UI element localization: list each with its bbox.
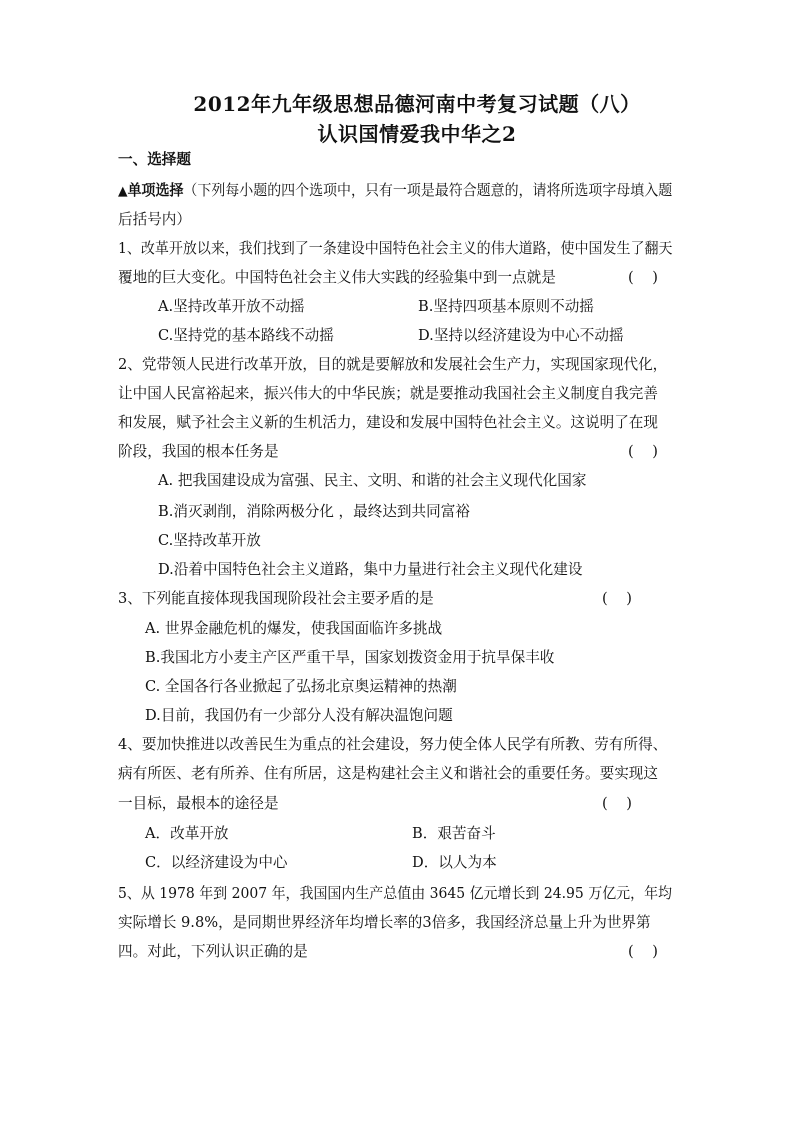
q4-answer-paren: ( ) bbox=[602, 795, 632, 812]
q2-answer-paren: ( ) bbox=[628, 443, 658, 460]
q5-line-2: 实际增长 9.8%，是同期世界经济年均增长率的3倍多，我国经济总量上升为世界第 bbox=[118, 914, 651, 931]
section-heading: 一、选择题 bbox=[118, 151, 191, 168]
q3-option-c: C. 全国各行各业掀起了弘扬北京奥运精神的热潮 bbox=[145, 678, 457, 695]
q2-option-a: A. 把我国建设成为富强、民主、文明、和谐的社会主义现代化国家 bbox=[158, 472, 587, 489]
q4-option-d: D．以人为本 bbox=[412, 854, 497, 871]
q4-option-b: B．艰苦奋斗 bbox=[412, 825, 496, 842]
q4-line-2: 病有所医、老有所养、住有所居，这是构建社会主义和谐社会的重要任务。要实现这 bbox=[118, 765, 658, 782]
q1-option-a: A.坚持改革开放不动摇 bbox=[158, 298, 305, 315]
q4-option-c: C．以经济建设为中心 bbox=[145, 854, 288, 871]
q2-option-b: B.消灭剥削，消除两极分化 ，最终达到共同富裕 bbox=[158, 503, 470, 520]
q1-line-1: 1、改革开放以来，我们找到了一条建设中国特色社会主义的伟大道路，使中国发生了翻天 bbox=[118, 240, 673, 257]
q3-option-a: A. 世界金融危机的爆发，使我国面临许多挑战 bbox=[145, 620, 443, 637]
q1-option-b: B.坚持四项基本原则不动摇 bbox=[418, 298, 594, 315]
q2-line-4: 阶段，我国的根本任务是 bbox=[118, 443, 279, 460]
triangle-marker-icon: ▲ bbox=[118, 184, 128, 199]
instruction-line-2: 后括号内） bbox=[118, 211, 191, 228]
q4-option-a: A．改革开放 bbox=[145, 825, 229, 842]
document-subtitle: 认识国情爱我中华之2 bbox=[317, 122, 517, 146]
q2-option-d: D.沿着中国特色社会主义道路，集中力量进行社会主义现代化建设 bbox=[158, 561, 583, 578]
q5-line-1: 5、从 1978 年到 2007 年，我国国内生产总值由 3645 亿元增长到 24.95 万亿元，年均 bbox=[118, 885, 673, 902]
q2-option-c: C.坚持改革开放 bbox=[158, 532, 261, 549]
instruction-label: 单项选择 bbox=[127, 182, 184, 199]
q4-line-3: 一目标，最根本的途径是 bbox=[118, 795, 279, 812]
q3-option-b: B.我国北方小麦主产区严重干旱，国家划拨资金用于抗旱保丰收 bbox=[145, 649, 555, 666]
q5-answer-paren: ( ) bbox=[628, 943, 658, 960]
q1-line-2: 覆地的巨大变化。中国特色社会主义伟大实践的经验集中到一点就是 bbox=[118, 269, 556, 286]
instruction-text: （下列每小题的四个选项中，只有一项是最符合题意的，请将所选项字母填入题 bbox=[183, 182, 673, 199]
q3-answer-paren: ( ) bbox=[602, 590, 632, 607]
q3-line-1: 3、下列能直接体现我国现阶段社会主要矛盾的是 bbox=[118, 590, 434, 607]
q2-line-2: 让中国人民富裕起来，振兴伟大的中华民族；就是要推动我国社会主义制度自我完善 bbox=[118, 385, 658, 402]
q1-option-d: D.坚持以经济建设为中心不动摇 bbox=[418, 327, 624, 344]
q4-line-1: 4、要加快推进以改善民生为重点的社会建设，努力使全体人民学有所教、劳有所得、 bbox=[118, 736, 668, 753]
q5-line-3: 四。对此，下列认识正确的是 bbox=[118, 943, 308, 960]
q3-option-d: D.目前，我国仍有一少部分人没有解决温饱问题 bbox=[145, 707, 453, 724]
document-title: 2012年九年级思想品德河南中考复习试题（八） bbox=[193, 92, 641, 116]
q1-option-c: C.坚持党的基本路线不动摇 bbox=[158, 327, 334, 344]
instruction-line-1 bbox=[118, 181, 672, 202]
q1-answer-paren: ( ) bbox=[628, 269, 658, 286]
q2-line-3: 和发展，赋予社会主义新的生机活力，建设和发展中国特色社会主义。这说明了在现 bbox=[118, 414, 658, 431]
q2-line-1: 2、党带领人民进行改革开放，目的就是要解放和发展社会生产力，实现国家现代化， bbox=[118, 356, 668, 373]
